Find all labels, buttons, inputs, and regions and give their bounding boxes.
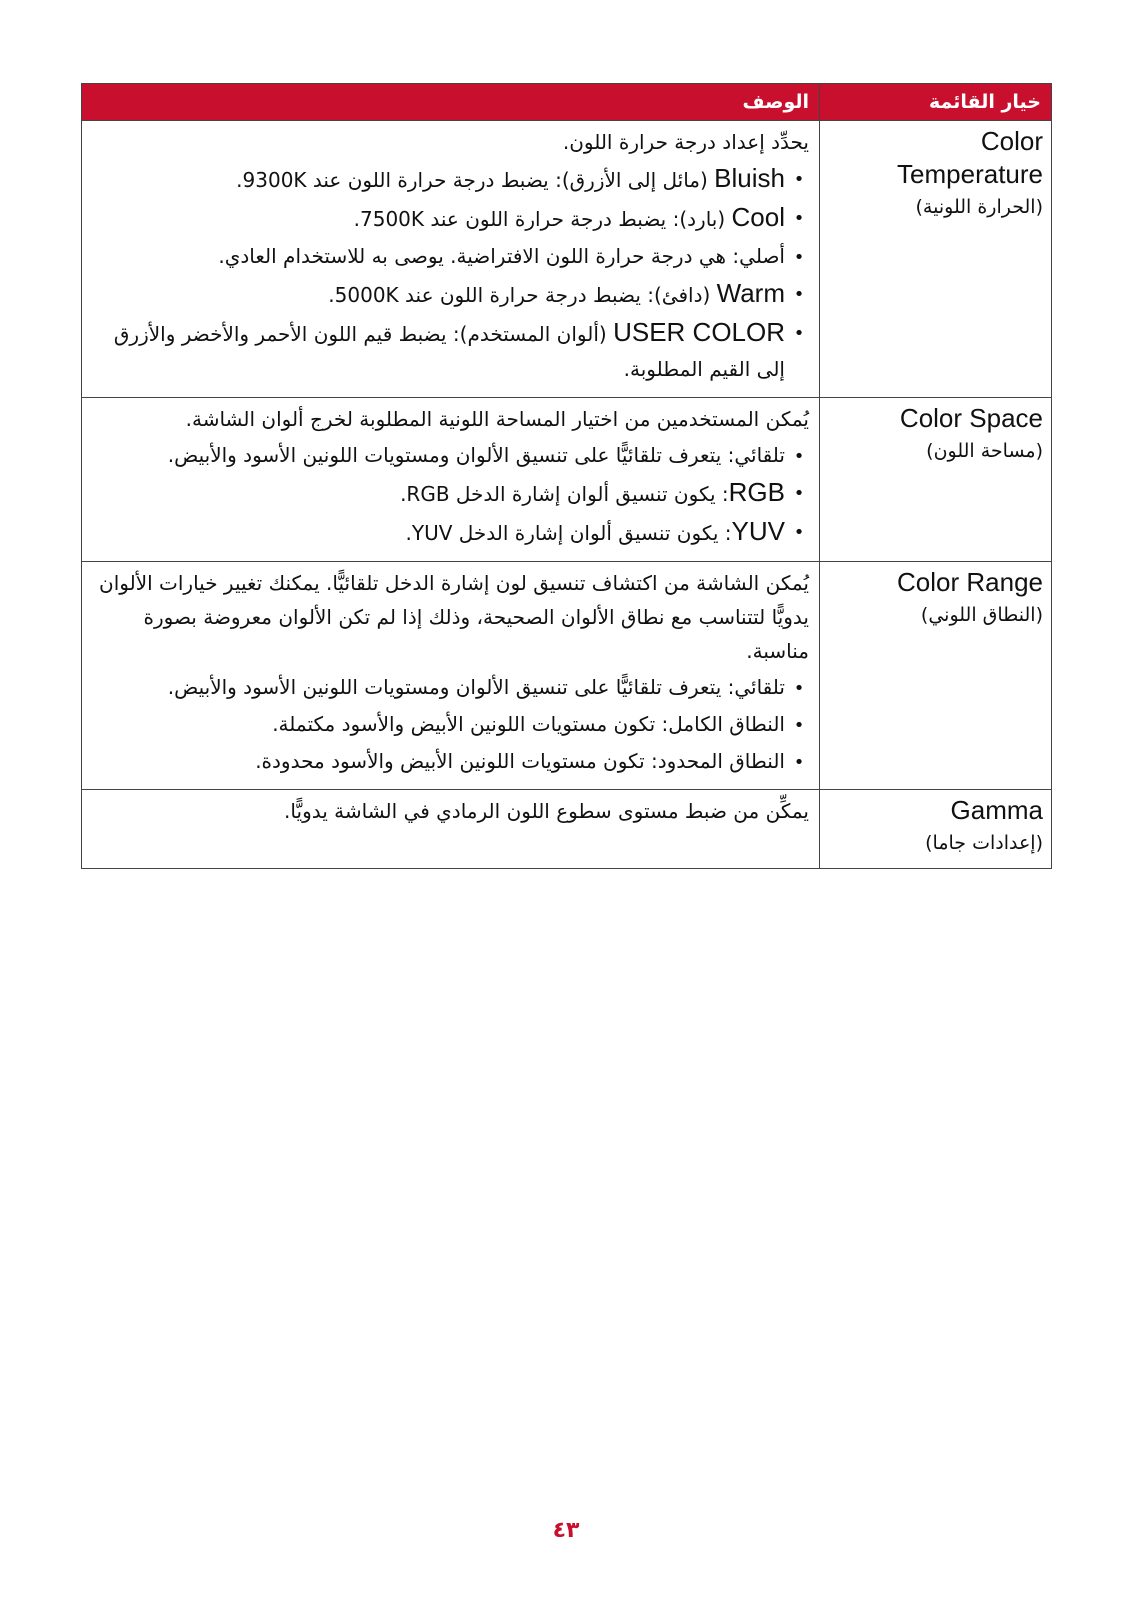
option-name-ar: (مساحة اللون) bbox=[926, 440, 1043, 462]
bullet-text: : يكون تنسيق ألوان إشارة الدخل RGB. bbox=[400, 482, 729, 506]
bullet-dot-icon: • bbox=[793, 715, 805, 736]
header-menu-option: خيار القائمة bbox=[820, 84, 1052, 121]
bullet-item bbox=[92, 744, 809, 779]
bullet-term: Cool bbox=[731, 202, 785, 232]
bullet-dot-icon: • bbox=[793, 169, 805, 190]
bullet-item bbox=[92, 670, 809, 705]
bullet-list bbox=[92, 161, 809, 387]
description-paragraph: يُمكن الشاشة من اكتشاف تنسيق لون إشارة الدخل تلقائيًّا. يمكنك تغيير خيارات الألوان يدويًّا لتتناسب مع نطاق الألوان الصحيحة، وذلك إذا لم تكن الألوان معروضة بصورة مناسبة. bbox=[99, 571, 809, 663]
option-name-en: Gamma bbox=[950, 795, 1043, 825]
header-row bbox=[82, 84, 1052, 121]
table-row bbox=[82, 562, 1052, 790]
description-cell bbox=[82, 790, 820, 869]
option-cell bbox=[820, 790, 1052, 869]
bullet-list bbox=[92, 670, 809, 779]
option-cell bbox=[820, 562, 1052, 790]
bullet-text: (دافئ): يضبط درجة حرارة اللون عند 5000K. bbox=[328, 283, 717, 307]
description-paragraph: يحدِّد إعداد درجة حرارة اللون. bbox=[562, 130, 809, 154]
bullet-item bbox=[92, 475, 809, 512]
bullet-term: Bluish bbox=[714, 163, 785, 193]
bullet-dot-icon: • bbox=[793, 284, 805, 305]
table-header bbox=[82, 84, 1052, 121]
description-cell bbox=[82, 121, 820, 398]
bullet-text: النطاق الكامل: تكون مستويات اللونين الأبيض والأسود مكتملة. bbox=[272, 712, 785, 736]
table-row bbox=[82, 398, 1052, 562]
bullet-dot-icon: • bbox=[793, 247, 805, 268]
bullet-dot-icon: • bbox=[793, 678, 805, 699]
bullet-text: تلقائي: يتعرف تلقائيًّا على تنسيق الألوان ومستويات اللونين الأسود والأبيض. bbox=[167, 443, 785, 467]
bullet-term: USER COLOR bbox=[613, 317, 785, 347]
menu-options-table bbox=[81, 83, 1052, 869]
bullet-item bbox=[92, 514, 809, 551]
bullet-dot-icon: • bbox=[793, 208, 805, 229]
bullet-term: RGB bbox=[728, 477, 785, 507]
bullet-text: تلقائي: يتعرف تلقائيًّا على تنسيق الألوان ومستويات اللونين الأسود والأبيض. bbox=[167, 675, 785, 699]
bullet-text: (مائل إلى الأزرق): يضبط درجة حرارة اللون عند 9300K. bbox=[236, 168, 715, 192]
bullet-item bbox=[92, 200, 809, 237]
option-name-ar: (إعدادات جاما) bbox=[925, 832, 1043, 854]
page-number: ٤٣ bbox=[552, 1518, 580, 1543]
bullet-text: (بارد): يضبط درجة حرارة اللون عند 7500K. bbox=[353, 207, 732, 231]
bullet-item bbox=[92, 161, 809, 198]
description-paragraph: يمكِّن من ضبط مستوى سطوع اللون الرمادي في الشاشة يدويًّا. bbox=[284, 799, 809, 823]
description-cell bbox=[82, 562, 820, 790]
description-paragraph: يُمكن المستخدمين من اختيار المساحة اللونية المطلوبة لخرج ألوان الشاشة. bbox=[185, 407, 809, 431]
option-name-en: Color Range bbox=[897, 567, 1043, 597]
bullet-term: YUV bbox=[731, 516, 785, 546]
bullet-list bbox=[92, 438, 809, 551]
bullet-text: : يكون تنسيق ألوان إشارة الدخل YUV. bbox=[405, 521, 732, 545]
option-cell bbox=[820, 398, 1052, 562]
bullet-term: Warm bbox=[716, 278, 785, 308]
bullet-dot-icon: • bbox=[793, 752, 805, 773]
option-name-ar: (النطاق اللوني) bbox=[920, 604, 1043, 626]
option-name-en: Color Space bbox=[899, 403, 1043, 433]
bullet-item bbox=[92, 239, 809, 274]
bullet-text: أصلي: هي درجة حرارة اللون الافتراضية. يوصى به للاستخدام العادي. bbox=[218, 244, 785, 268]
bullet-dot-icon: • bbox=[793, 323, 805, 344]
header-description: الوصف bbox=[82, 84, 820, 121]
bullet-dot-icon: • bbox=[793, 522, 805, 543]
bullet-dot-icon: • bbox=[793, 446, 805, 467]
table-body bbox=[82, 121, 1052, 869]
option-cell bbox=[820, 121, 1052, 398]
bullet-text: (ألوان المستخدم): يضبط قيم اللون الأحمر والأخضر والأزرق إلى القيم المطلوبة. bbox=[113, 322, 785, 381]
option-name-ar: (الحرارة اللونية) bbox=[915, 196, 1043, 218]
bullet-item bbox=[92, 315, 809, 387]
option-name-en: Color Temperature bbox=[897, 126, 1043, 189]
table-row bbox=[82, 121, 1052, 398]
table-row bbox=[82, 790, 1052, 869]
bullet-dot-icon: • bbox=[793, 483, 805, 504]
bullet-text: النطاق المحدود: تكون مستويات اللونين الأبيض والأسود محدودة. bbox=[255, 749, 785, 773]
description-cell bbox=[82, 398, 820, 562]
bullet-item bbox=[92, 707, 809, 742]
bullet-item bbox=[92, 276, 809, 313]
bullet-item bbox=[92, 438, 809, 473]
